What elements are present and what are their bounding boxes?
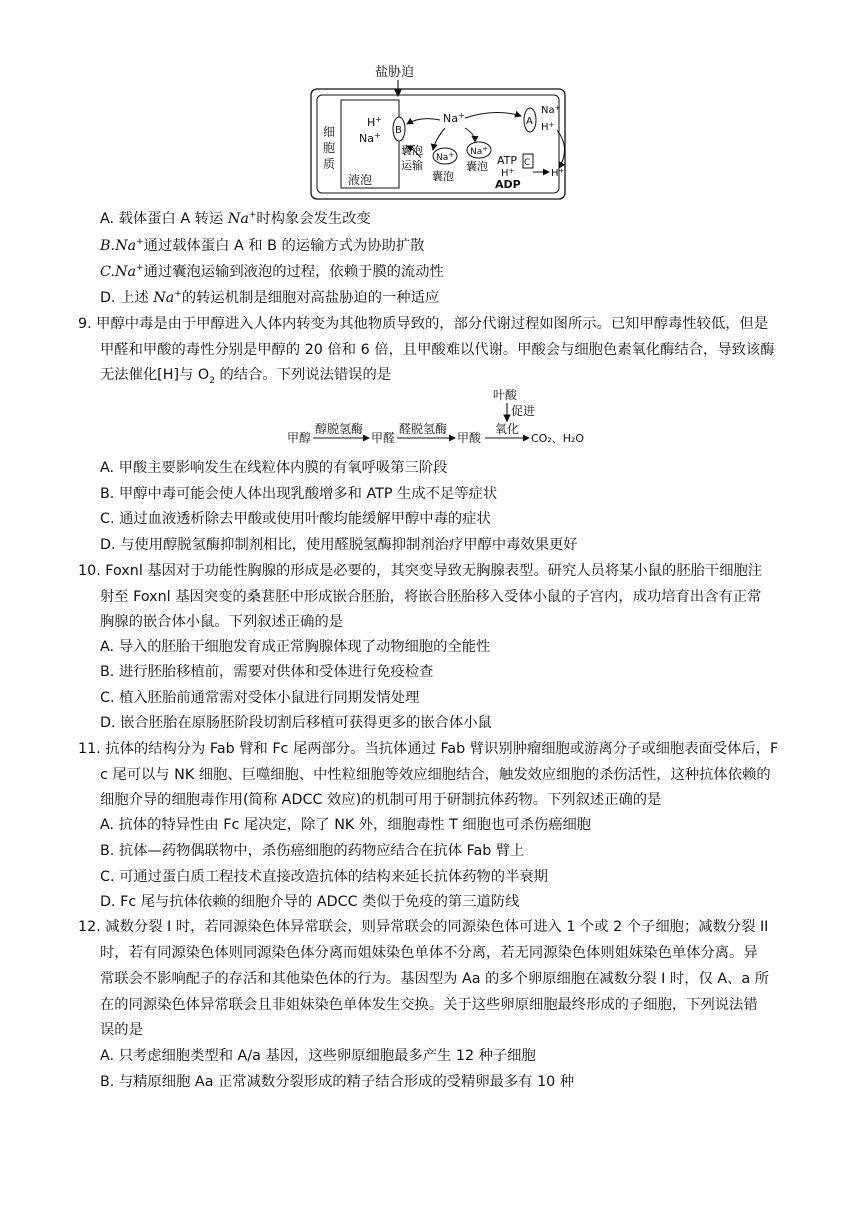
q12-stem-line1: 12. 减数分裂 I 时，若同源染色体异常联会，则异常联会的同源染色体可进入 1 个或 2 个子细胞；减数分裂 II: [78, 919, 769, 935]
q9-stem-line1: 9. 甲醇中毒是由于甲醇进入人体内转变为其他物质导致的，部分代谢过程如图所示。已知甲醇毒性较低，但是: [78, 316, 769, 332]
protein-c-label: C: [524, 158, 531, 168]
q10-stem-line3: 胸腺的嵌合体小鼠。下列叙述正确的是: [100, 614, 344, 630]
vesicle-transport-label-1: 囊泡: [401, 144, 423, 157]
q11-option-a: A. 抗体的特异性由 Fc 尾决定，除了 NK 外，细胞毒性 T 细胞也可杀伤癌细胞: [100, 817, 592, 833]
products-label: CO₂、H₂O: [531, 432, 585, 445]
q12-stem-line3: 常联会不影响配子的存活和其他染色体的行为。基因型为 Aa 的多个卵原细胞在减数分裂 I 时，仅 A、a 所: [100, 971, 770, 987]
q8-option-a: A. 载体蛋白 A 转运 Na+时构象会发生改变: [100, 210, 371, 227]
q10-option-d: D. 嵌合胚胎在原肠胚阶段切割后移植可获得更多的嵌合体小鼠: [100, 715, 492, 731]
q8-option-c: C.Na+通过囊泡运输到液泡的过程，依赖于膜的流动性: [100, 263, 444, 280]
q11-stem-line1: 11. 抗体的结构分为 Fab 臂和 Fc 尾两部分。当抗体通过 Fab 臂识别肿瘤细胞或游离分子或细胞表面受体后，F: [78, 741, 779, 757]
q10-option-c: C. 植入胚胎前通常需对受体小鼠进行同期发情处理: [100, 690, 420, 706]
q10-option-b: B. 进行胚胎移植前，需要对供体和受体进行免疫检查: [100, 664, 434, 680]
methanol-label: 甲醇: [287, 431, 312, 445]
cytoplasm-label-2: 胞: [323, 141, 336, 155]
vesicle-label-1: 囊泡: [432, 170, 454, 183]
q9-option-d: D. 与使用醇脱氢酶抑制剂相比，使用醛脱氢酶抑制剂治疗甲醇中毒效果更好: [100, 537, 578, 553]
cytoplasm-label-3: 质: [323, 157, 336, 171]
vacuole-h-label: H+: [367, 115, 382, 129]
q11-stem-line3: 细胞介导的细胞毒作用(简称 ADCC 效应)的机制可用于研制抗体药物。下列叙述正确的是: [100, 792, 662, 808]
q8-option-d: D. 上述 Na+的转运机制是细胞对高盐胁迫的一种适应: [100, 289, 440, 306]
q12-option-b: B. 与精原细胞 Aa 正常减数分裂形成的精子结合形成的受精卵最多有 10 种: [100, 1074, 575, 1090]
q12-option-a: A. 只考虑细胞类型和 A/a 基因，这些卵原细胞最多产生 12 种子细胞: [100, 1048, 536, 1064]
formaldehyde-label: 甲醛: [371, 431, 396, 445]
q11-option-b: B. 抗体—药物偶联物中，杀伤癌细胞的药物应结合在抗体 Fab 臂上: [100, 843, 525, 859]
q9-stem-line2: 甲醛和甲酸的毒性分别是甲醇的 20 倍和 6 倍，且甲酸难以代谢。甲酸会与细胞色素氧化酶结合，导致该酶: [100, 342, 775, 358]
vesicle-label-2: 囊泡: [466, 160, 488, 173]
q11-option-d: D. Fc 尾与抗体依赖的细胞介导的 ADCC 类似于免疫的第三道防线: [100, 894, 520, 910]
vesicle-2-na: Na+: [470, 145, 489, 157]
adp-label: ADP: [495, 178, 521, 191]
atp-h-label: H+: [501, 167, 515, 179]
oxidation-label: 氧化: [495, 422, 520, 436]
q10-stem-line1: 10. Foxnl 基因对于功能性胸腺的形成是必要的，其突变导致无胸腺表型。研究人员将某小鼠的胚胎干细胞注: [78, 563, 763, 579]
methanol-pathway-diagram: [285, 385, 595, 455]
enzyme1-label: 醇脱氢酶: [315, 422, 364, 436]
salt-stress-label: 盐胁迫: [375, 65, 415, 80]
outer-na-label: Na+: [541, 104, 561, 116]
q10-stem-line2: 射至 Foxnl 基因突变的桑葚胚中形成嵌合胚胎，将嵌合胚胎移入受体小鼠的子宫内，成功培育出含有正常: [100, 589, 762, 605]
na-transport-diagram: [295, 58, 585, 208]
q10-option-a: A. 导入的胚胎干细胞发育成正常胸腺体现了动物细胞的全能性: [100, 639, 491, 655]
q12-stem-line4: 在的同源染色体异常联会且非姐妹染色单体发生交换。关于这些卵原细胞最终形成的子细胞，下列说法错: [100, 997, 758, 1013]
q11-option-c: C. 可通过蛋白质工程技术直接改造抗体的结构来延长抗体药物的半衰期: [100, 869, 548, 885]
q11-stem-line2: c 尾可以与 NK 细胞、巨噬细胞、中性粒细胞等效应细胞结合，触发效应细胞的杀伤活性，这种抗体依赖的: [100, 767, 771, 783]
q8-option-b: B.Na+通过载体蛋白 A 和 B 的运输方式为协助扩散: [100, 237, 425, 254]
q12-stem-line2: 时，若有同源染色体则同源染色体分离而姐妹染色单体不分离，若无同源染色体则姐妹染色单体分离。异: [100, 945, 758, 961]
protein-a-label: A: [526, 116, 533, 127]
atp-label: ATP: [497, 154, 518, 167]
q9-option-a: A. 甲酸主要影响发生在线粒体内膜的有氧呼吸第三阶段: [100, 460, 448, 476]
folic-acid-label: 叶酸: [493, 388, 518, 402]
enzyme2-label: 醛脱氢酶: [399, 422, 448, 436]
q9-stem-line3: 无法催化[H]与 $O_2$ 的结合。下列说法错误的是: [100, 367, 392, 386]
vacuole-na-label: Na+: [359, 131, 381, 145]
vesicle-transport-label-2: 运输: [401, 159, 423, 172]
vacuole-label: 液泡: [348, 173, 373, 187]
vesicle-1-na: Na+: [436, 151, 455, 163]
cytoplasm-label-1: 细: [323, 125, 336, 139]
outer-h-label: H+: [541, 121, 555, 133]
q9-option-b: B. 甲醇中毒可能会使人体出现乳酸增多和 ATP 生成不足等症状: [100, 486, 498, 502]
formic-acid-label: 甲酸: [457, 431, 482, 445]
promote-label: 促进: [511, 404, 536, 418]
protein-b-label: B: [395, 125, 402, 136]
q12-stem-line5: 误的是: [100, 1022, 143, 1038]
cyto-na-label: Na+: [443, 111, 465, 125]
c-out-h-label: H+: [551, 167, 565, 179]
q9-option-c: C. 通过血液透析除去甲酸或使用叶酸均能缓解甲醇中毒的症状: [100, 511, 491, 527]
